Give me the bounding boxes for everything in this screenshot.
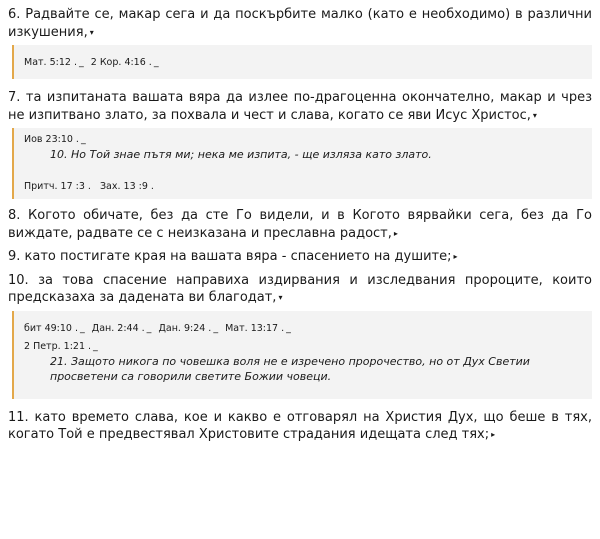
- verse-7-text: 7. та изпитаната вашата вяра да излее по-драгоценна окончателно, макар и чрез не изпитвано злато, за похвала и чест и слава, когато се яви Исус Христос,: [8, 90, 592, 123]
- expand-icon[interactable]: ▸: [393, 228, 398, 238]
- ref-link[interactable]: Мат. 13:17 .: [225, 322, 285, 334]
- verse-6-text: 6. Радвайте се, макар сега и да поскърбите малко (като е необходимо) в различни изкушения,: [8, 7, 592, 40]
- verse-8: [8, 207, 592, 242]
- dash-icon: _: [153, 57, 159, 68]
- ref-link[interactable]: Дан. 2:44 .: [91, 322, 145, 334]
- ref-quote: 21. Защото никога по човешка воля не е изречено пророчество, но от Дух Светии просветени са говорили светите Божии човеци.: [50, 354, 530, 383]
- expand-icon[interactable]: ▸: [491, 430, 496, 439]
- cross-references-6: [12, 45, 592, 79]
- ref-line: [24, 316, 584, 336]
- collapse-icon[interactable]: ▾: [89, 27, 94, 37]
- ref-link[interactable]: 2 Кор. 4:16 .: [90, 57, 152, 68]
- ref-link[interactable]: 2 Петр. 1:21 .: [24, 340, 92, 352]
- dash-icon: _: [80, 134, 86, 145]
- verse-8-text: 8. Когото обичате, без да сте Го видели, и в Когото вярвайки сега, без да Го виждате, радвате се с неизказана и преславна радост,: [8, 208, 592, 241]
- dash-icon: _: [286, 322, 291, 334]
- dash-icon: _: [93, 340, 98, 352]
- dash-icon: _: [146, 322, 152, 334]
- verse-11: [8, 409, 592, 444]
- ref-link[interactable]: бит 49:10 .: [24, 322, 79, 334]
- ref-link[interactable]: Мат. 5:12 .: [24, 57, 77, 68]
- ref-link[interactable]: Дан. 9:24 .: [158, 322, 212, 334]
- ref-line: [24, 340, 584, 354]
- verse-10: [8, 272, 592, 307]
- dash-icon: _: [80, 322, 85, 334]
- ref-link[interactable]: Притч. 17 :3 .: [24, 181, 91, 192]
- verse-6: [8, 6, 592, 41]
- verse-9: [8, 248, 592, 266]
- ref-link[interactable]: Иов 23:10 .: [24, 134, 79, 145]
- ref-link[interactable]: Зах. 13 :9 .: [99, 181, 154, 192]
- dash-icon: _: [78, 57, 84, 68]
- ref-line: [24, 180, 584, 194]
- dash-icon: _: [213, 322, 219, 334]
- verse-10-text: 10. за това спасение направиха издирвания и изследвания пророците, които предсказаха за дадената ви благодат,: [8, 272, 592, 305]
- verse-11-text: 11. като времето слава, кое и какво е отговарял на Христия Дух, що беше в тях, когато Той е предвестявал Христовите страдания идещата след тях;: [8, 409, 592, 442]
- ref-line: [24, 50, 584, 74]
- ref-quote: 10. Но Той знае пътя ми; нека ме изпита, - ще изляза като злато.: [50, 148, 432, 161]
- collapse-icon[interactable]: ▾: [532, 110, 537, 120]
- verse-9-text: 9. като постигате края на вашата вяра - спасението на душите;: [8, 249, 452, 264]
- expand-icon[interactable]: ▸: [453, 252, 458, 261]
- scripture-page: [0, 6, 600, 444]
- verse-7: [8, 89, 592, 124]
- ref-line: [24, 133, 584, 147]
- cross-references-10: [12, 311, 592, 399]
- collapse-icon[interactable]: ▾: [278, 293, 283, 302]
- cross-references-7: [12, 128, 592, 199]
